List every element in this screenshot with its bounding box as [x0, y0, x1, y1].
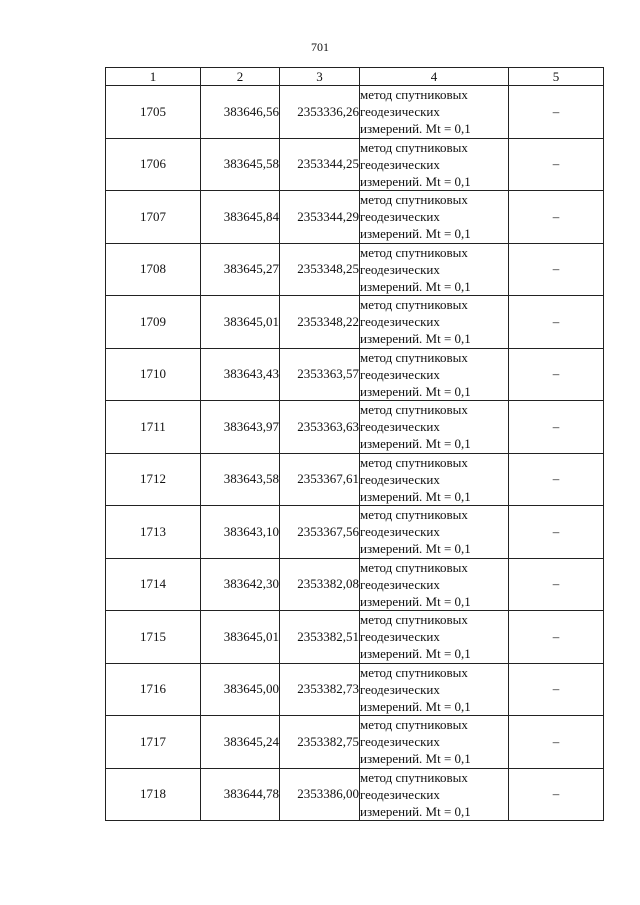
note-cell: –: [509, 401, 604, 454]
method-text: метод спутниковых геодезических измерений. Mt = 0,1: [360, 244, 471, 294]
method-text: метод спутниковых геодезических измерений. Mt = 0,1: [360, 769, 471, 819]
y-coordinate-cell: 2353367,56: [280, 506, 360, 559]
method-cell: [360, 768, 509, 821]
method-cell: [360, 506, 509, 559]
table-row: [106, 138, 604, 191]
column-header-4: 4: [360, 68, 509, 86]
method-cell: [360, 716, 509, 769]
x-coordinate-cell: 383645,01: [201, 296, 280, 349]
y-coordinate-cell: 2353386,00: [280, 768, 360, 821]
point-number-cell: 1716: [106, 663, 201, 716]
column-header-2: 2: [201, 68, 280, 86]
point-number-cell: 1708: [106, 243, 201, 296]
point-number-cell: 1715: [106, 611, 201, 664]
note-cell: –: [509, 768, 604, 821]
y-coordinate-cell: 2353348,22: [280, 296, 360, 349]
table-row: [106, 663, 604, 716]
note-cell: –: [509, 663, 604, 716]
method-cell: [360, 138, 509, 191]
method-text: метод спутниковых геодезических измерений. Mt = 0,1: [360, 402, 471, 452]
method-cell: [360, 86, 509, 139]
point-number-cell: 1705: [106, 86, 201, 139]
note-cell: –: [509, 611, 604, 664]
y-coordinate-cell: 2353336,26: [280, 86, 360, 139]
note-cell: –: [509, 86, 604, 139]
point-number-cell: 1711: [106, 401, 201, 454]
table-body: [106, 86, 604, 821]
method-cell: [360, 558, 509, 611]
note-cell: –: [509, 296, 604, 349]
x-coordinate-cell: 383645,24: [201, 716, 280, 769]
note-cell: –: [509, 348, 604, 401]
method-text: метод спутниковых геодезических измерений. Mt = 0,1: [360, 297, 471, 347]
x-coordinate-cell: 383643,97: [201, 401, 280, 454]
y-coordinate-cell: 2353363,63: [280, 401, 360, 454]
y-coordinate-cell: 2353382,73: [280, 663, 360, 716]
table-row: [106, 401, 604, 454]
table-row: [106, 453, 604, 506]
note-cell: –: [509, 243, 604, 296]
table-row: [106, 191, 604, 244]
x-coordinate-cell: 383643,58: [201, 453, 280, 506]
x-coordinate-cell: 383646,56: [201, 86, 280, 139]
x-coordinate-cell: 383645,84: [201, 191, 280, 244]
note-cell: –: [509, 453, 604, 506]
table-row: [106, 768, 604, 821]
table-row: [106, 296, 604, 349]
point-number-cell: 1709: [106, 296, 201, 349]
method-text: метод спутниковых геодезических измерений. Mt = 0,1: [360, 87, 471, 137]
method-text: метод спутниковых геодезических измерений. Mt = 0,1: [360, 454, 471, 504]
method-cell: [360, 401, 509, 454]
column-header-1: 1: [106, 68, 201, 86]
point-number-cell: 1712: [106, 453, 201, 506]
method-cell: [360, 243, 509, 296]
method-cell: [360, 296, 509, 349]
x-coordinate-cell: 383645,00: [201, 663, 280, 716]
point-number-cell: 1710: [106, 348, 201, 401]
x-coordinate-cell: 383645,01: [201, 611, 280, 664]
point-number-cell: 1713: [106, 506, 201, 559]
note-cell: –: [509, 506, 604, 559]
method-text: метод спутниковых геодезических измерений. Mt = 0,1: [360, 192, 471, 242]
x-coordinate-cell: 383642,30: [201, 558, 280, 611]
point-number-cell: 1717: [106, 716, 201, 769]
y-coordinate-cell: 2353382,08: [280, 558, 360, 611]
y-coordinate-cell: 2353382,75: [280, 716, 360, 769]
y-coordinate-cell: 2353344,29: [280, 191, 360, 244]
note-cell: –: [509, 558, 604, 611]
method-cell: [360, 453, 509, 506]
table-row: [106, 716, 604, 769]
note-cell: –: [509, 191, 604, 244]
method-text: метод спутниковых геодезических измерений. Mt = 0,1: [360, 139, 471, 189]
table-header-row: [106, 68, 604, 86]
x-coordinate-cell: 383645,58: [201, 138, 280, 191]
method-text: метод спутниковых геодезических измерений. Mt = 0,1: [360, 559, 471, 609]
x-coordinate-cell: 383645,27: [201, 243, 280, 296]
table-row: [106, 243, 604, 296]
method-cell: [360, 191, 509, 244]
y-coordinate-cell: 2353382,51: [280, 611, 360, 664]
method-text: метод спутниковых геодезических измерений. Mt = 0,1: [360, 507, 471, 557]
method-cell: [360, 611, 509, 664]
method-cell: [360, 348, 509, 401]
method-text: метод спутниковых геодезических измерений. Mt = 0,1: [360, 349, 471, 399]
table-row: [106, 506, 604, 559]
coordinates-table: [105, 67, 604, 821]
x-coordinate-cell: 383644,78: [201, 768, 280, 821]
point-number-cell: 1707: [106, 191, 201, 244]
y-coordinate-cell: 2353348,25: [280, 243, 360, 296]
point-number-cell: 1718: [106, 768, 201, 821]
method-text: метод спутниковых геодезических измерений. Mt = 0,1: [360, 717, 471, 767]
column-header-3: 3: [280, 68, 360, 86]
x-coordinate-cell: 383643,43: [201, 348, 280, 401]
note-cell: –: [509, 138, 604, 191]
point-number-cell: 1706: [106, 138, 201, 191]
table-row: [106, 348, 604, 401]
y-coordinate-cell: 2353344,25: [280, 138, 360, 191]
y-coordinate-cell: 2353367,61: [280, 453, 360, 506]
y-coordinate-cell: 2353363,57: [280, 348, 360, 401]
page-number: 701: [311, 40, 329, 54]
table-row: [106, 558, 604, 611]
method-cell: [360, 663, 509, 716]
point-number-cell: 1714: [106, 558, 201, 611]
table-row: [106, 611, 604, 664]
note-cell: –: [509, 716, 604, 769]
method-text: метод спутниковых геодезических измерений. Mt = 0,1: [360, 612, 471, 662]
column-header-5: 5: [509, 68, 604, 86]
x-coordinate-cell: 383643,10: [201, 506, 280, 559]
table-row: [106, 86, 604, 139]
method-text: метод спутниковых геодезических измерений. Mt = 0,1: [360, 664, 471, 714]
